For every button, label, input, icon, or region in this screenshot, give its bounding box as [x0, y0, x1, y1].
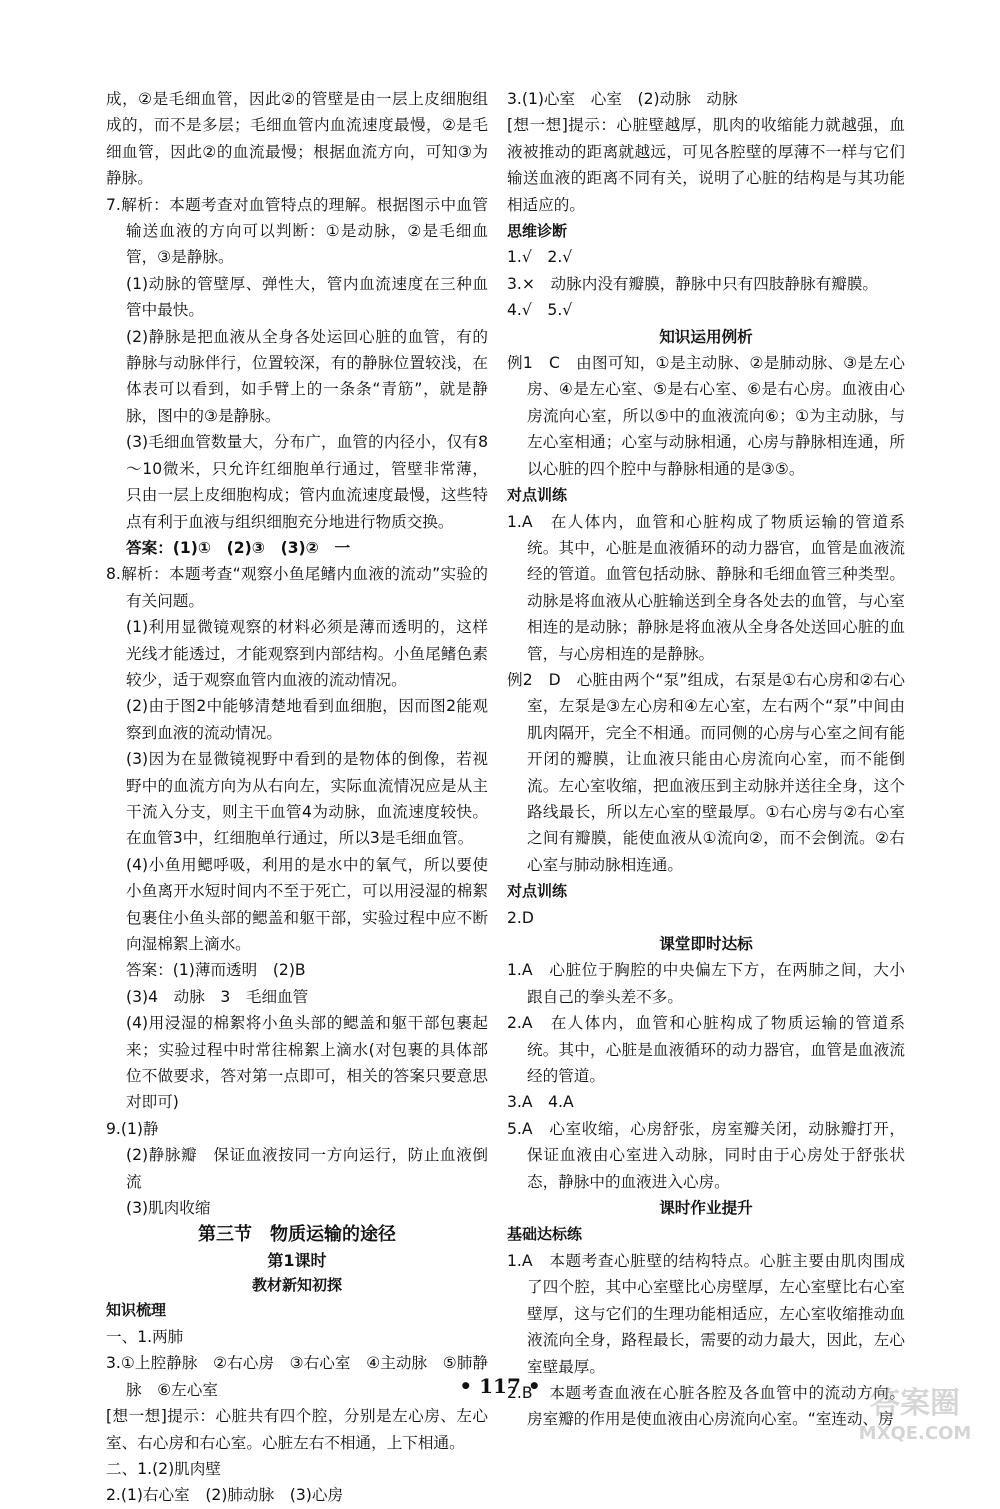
- subsection-title: 知识运用例析: [659, 327, 753, 346]
- question-9: 9.(1)静: [106, 1119, 159, 1138]
- question-8: 8.解析：本题考查“观察小鱼尾鳍内血液的流动”实验的有关问题。: [106, 565, 488, 610]
- heading: 对点训练: [507, 486, 568, 505]
- heading: 思维诊断: [507, 222, 568, 241]
- answer-line: (3)肌肉收缩: [126, 1199, 211, 1218]
- right-column: [507, 86, 905, 1433]
- heading: 知识梳理: [106, 1301, 167, 1320]
- text-block: 4.√ 5.√: [507, 301, 573, 320]
- answer-line: (2)静脉瓣 保证血液按同一方向运行，防止血液倒流: [126, 1146, 488, 1191]
- text-block: 1.A 本题考查心脏壁的结构特点。心脏主要由肌肉围成了四个腔，其中心室壁比心房壁厚，左心室壁比右心室壁厚，这与它们的生理功能相适应，左心室收缩推动血液流向全身，路程最长，需要的动力最大，因此，左心室壁最厚。: [507, 1251, 905, 1376]
- text-block: 5.A 心室收缩，心房舒张，房室瓣关闭，动脉瓣打开，保证血液由心室进入动脉，同时由于心房处于舒张状态，静脉中的血液进入心房。: [507, 1119, 905, 1191]
- answer-line: 答案：(1)薄而透明 (2)B: [126, 961, 306, 980]
- watermark-url: MXQE.COM: [858, 1423, 972, 1444]
- answer-line: (3)4 动脉 3 毛细血管: [126, 987, 309, 1006]
- text-block: [想一想]提示：心脏壁越厚，肌肉的收缩能力就越强，血液被推动的距离就越远，可见各腔壁的厚薄不一样与它们输送血液的距离不同有关，说明了心脏的结构是与其功能相适应的。: [507, 116, 905, 214]
- text-block: 3.①上腔静脉 ②右心房 ③右心室 ④主动脉 ⑤肺静脉 ⑥左心室: [106, 1354, 488, 1399]
- heading: 基础达标练: [507, 1225, 583, 1244]
- example-2: 例2 D 心脏由两个“泵”组成，右泵是①右心房和②右心室，左泵是③左心房和④左心室，左右两个“泵”中间由肌肉隔开，完全不相通。而同侧的心房与心室之间有能开闭的瓣膜，让血液只能由心房流向心室，而不能倒流。左心室收缩，把血液压到主动脉并送往全身，这个路线最长，所以左心室的壁最厚。①右心房与②右心室之间有瓣膜，能使血液从①流向②，而不会倒流。②右心室与肺动脉相连通。: [507, 670, 905, 874]
- text-block: 2.D: [507, 908, 534, 927]
- text-block: (4)小鱼用鳃呼吸，利用的是水中的氧气，所以要使小鱼离开水短时间内不至于死亡，可以用浸湿的棉絮包裹住小鱼头部的鳃盖和躯干部，实验过程中应不断向湿棉絮上滴水。: [126, 855, 488, 953]
- text-block: (2)由于图2中能够清楚地看到血细胞，因而图2能观察到血液的流动情况。: [126, 697, 488, 742]
- text-block: 3.(1)心室 心室 (2)动脉 动脉: [507, 90, 738, 108]
- text-block: (2)静脉是把血液从全身各处运回心脏的血管，有的静脉与动脉伴行，位置较深，有的静脉位置较浅，在体表可以看到，如手臂上的一条条“青筋”，就是静脉，图中的③是静脉。: [126, 327, 488, 425]
- left-column: [106, 86, 488, 1509]
- text-block: 1.A 在人体内，血管和心脏构成了物质运输的管道系统。其中，心脏是血液循环的动力器官，血管是血液流经的管道。血管包括动脉、静脉和毛细血管三种类型。动脉是将血液从心脏输送到全身各处去的血管，与心室相连的是动脉；静脉是将血液从全身各处送回心脏的血管，与心房相连的是静脉。: [507, 512, 905, 663]
- lesson-title: 第1课时: [267, 1251, 327, 1271]
- watermark-text: 答案圈: [870, 1386, 960, 1421]
- text-block: 二、1.(2)肌肉壁: [106, 1459, 221, 1478]
- text-block: 2.(1)右心室 (2)肺动脉 (3)心房: [106, 1486, 344, 1505]
- watermark-logo: [840, 1377, 990, 1447]
- example-1: 例1 C 由图可知，①是主动脉、②是肺动脉、③是左心房、④是左心室、⑤是右心室、⑥是右心房。血液由心房流向心室，所以⑤中的血液流向⑥；①为主动脉，与左心室相通；心室与动脉相通，心房与静脉相连通，所以心脏的四个腔中与静脉相通的是③⑤。: [507, 354, 905, 478]
- text-block: 2.A 在人体内，血管和心脏构成了物质运输的管道系统。其中，心脏是血液循环的动力器官，血管是血液流经的管道。: [507, 1014, 905, 1086]
- section-title: 第三节 物质运输的途径: [198, 1224, 396, 1246]
- text-block: 3.A 4.A: [507, 1093, 574, 1112]
- text-block: (1)利用显微镜观察的材料必须是薄而透明的，这样光线才能透过，才能观察到内部结构。小鱼尾鳍色素较少，适于观察血管内血液的流动情况。: [126, 618, 488, 689]
- answer-line: (4)用浸湿的棉絮将小鱼头部的鳃盖和躯干部包裹起来；实验过程中时常往棉絮上滴水(对包裹的具体部位不做要求，答对第一点即可，相关的答案只要意思对即可): [126, 1014, 488, 1112]
- subsection-title: 课堂即时达标: [659, 935, 753, 953]
- text-block: 3.× 动脉内没有瓣膜，静脉中只有四肢静脉有瓣膜。: [507, 274, 879, 293]
- text-block: 成，②是毛细血管，因此②的管壁是由一层上皮细胞组成的，而不是多层；毛细血管内血流速度最慢，②是毛细血管，因此②的血流最慢；根据血流方向，可知③为静脉。: [106, 90, 488, 188]
- text-block: (1)动脉的管壁厚、弹性大，管内血流速度在三种血管中最快。: [126, 274, 488, 320]
- subsection-title: 课时作业提升: [659, 1199, 753, 1218]
- text-block: 2.B 本题考查血液在心脏各腔及各血管中的流动方向。房室瓣的作用是使血液由心房流向心室。“室连动、房: [507, 1383, 905, 1429]
- text-block: 一、1.两肺: [106, 1327, 184, 1346]
- text-block: 1.√ 2.√: [507, 248, 573, 267]
- text-block: 1.A 心脏位于胸腔的中央偏左下方，在两肺之间，大小跟自己的拳头差不多。: [507, 961, 905, 1006]
- text-block: [想一想]提示：心脏共有四个腔，分别是左心房、左心室、右心房和右心室。心脏左右不相通，上下相通。: [106, 1407, 488, 1452]
- heading: 对点训练: [507, 882, 568, 901]
- answer-line: 答案：(1)① (2)③ (3)② 一: [126, 538, 351, 557]
- subsection-title: 教材新知初探: [251, 1276, 342, 1295]
- page-number: • 117 •: [459, 1374, 541, 1398]
- text-block: (3)毛细血管数量大，分布广，血管的内径小，仅有8～10微米，只允许红细胞单行通过，管壁非常薄，只由一层上皮细胞构成；管内血流速度最慢，这些特点有利于血液与组织细胞充分地进行物质交换。: [126, 433, 488, 531]
- question-7: 7.解析：本题考查对血管特点的理解。根据图示中血管输送血液的方向可以判断：①是动脉，②是毛细血管，③是静脉。: [106, 195, 488, 267]
- text-block: (3)因为在显微镜视野中看到的是物体的倒像，若视野中的血流方向为从右向左，实际血流情况应是从主干流入分支，则主干血管4为动脉，血流速度较快。在血管3中，红细胞单行通过，所以3是毛细血管。: [126, 750, 488, 848]
